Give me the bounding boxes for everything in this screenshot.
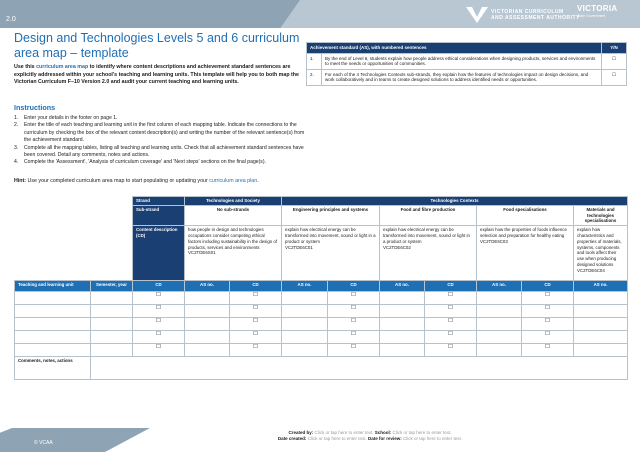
as-number-cell[interactable] — [282, 305, 328, 318]
instruction-item — [14, 159, 306, 166]
school-field[interactable]: Click or tap here to enter text. — [392, 430, 452, 435]
date-review-field[interactable]: Click or tap here to enter text. — [403, 436, 463, 442]
curriculum-area-map-link[interactable]: curriculum area map — [36, 64, 89, 70]
instruction-number: 2. — [14, 122, 19, 129]
version-label: 2.0 — [6, 16, 16, 23]
cd-checkbox[interactable]: ☐ — [522, 331, 574, 344]
victoria-logo — [577, 5, 617, 18]
as-number-cell[interactable] — [185, 331, 230, 344]
cd-text: explain how characteristics and properties of materials, systems, components and tools affect their use when producing designed solutions — [577, 227, 622, 267]
created-by-label: Created by: — [288, 430, 314, 435]
as-number-cell[interactable] — [380, 305, 425, 318]
instruction-number: 3. — [14, 144, 19, 151]
table-row — [15, 331, 628, 344]
page-title: Design and Technologies Levels 5 and 6 curriculum area map – template — [14, 31, 300, 60]
school-label: School: — [374, 430, 392, 435]
as-number-cell[interactable] — [282, 344, 328, 357]
cd-checkbox[interactable]: ☐ — [425, 305, 477, 318]
as-number-cell[interactable] — [574, 292, 628, 305]
vcaa-logo-line-2: AND ASSESSMENT AUTHORITY — [491, 15, 580, 21]
achievement-row — [307, 69, 627, 85]
hint-pre: Use your completed curriculum area map to start populating or updating your — [26, 178, 210, 184]
date-created-label: Date created: — [277, 436, 307, 442]
table-row — [15, 344, 628, 357]
col-as: AS no. — [380, 281, 425, 292]
cd-cell — [282, 226, 380, 281]
as-number-cell[interactable] — [380, 344, 425, 357]
cd-checkbox[interactable]: ☐ — [328, 331, 380, 344]
instruction-text: Enter your details in the footer on page 1. — [24, 115, 118, 121]
cd-checkbox[interactable]: ☐ — [522, 292, 574, 305]
as-number-cell[interactable] — [477, 292, 522, 305]
col-as: AS no. — [185, 281, 230, 292]
strand-technologies-contexts: Technologies Contexts — [282, 197, 628, 206]
as-number-cell[interactable] — [574, 318, 628, 331]
col-cd: CD — [230, 281, 282, 292]
cd-label: Content description (CD) — [133, 226, 185, 281]
cd-code: VC2TDE6C01 — [285, 244, 313, 250]
semester-cell[interactable] — [91, 305, 133, 318]
cd-cell — [185, 226, 282, 281]
vcaa-logo-line-1: VICTORIAN CURRICULUM — [491, 9, 564, 15]
as-number-cell[interactable] — [380, 331, 425, 344]
curriculum-mapping-table — [14, 196, 628, 380]
table-corner — [15, 205, 133, 225]
as-number-cell[interactable] — [574, 331, 628, 344]
cd-checkbox[interactable]: ☐ — [230, 292, 282, 305]
as-number-cell[interactable] — [185, 305, 230, 318]
unit-cell[interactable] — [15, 331, 91, 344]
substrand-engineering: Engineering principles and systems — [282, 205, 380, 225]
instruction-item — [14, 122, 306, 144]
cd-checkbox[interactable]: ☐ — [522, 318, 574, 331]
footer-details — [220, 430, 520, 442]
hint-post: . — [257, 178, 259, 184]
cd-checkbox[interactable]: ☐ — [133, 318, 185, 331]
intro-paragraph — [14, 64, 304, 87]
cd-code: VC2TDE6C04 — [577, 267, 605, 273]
vcaa-logo — [466, 6, 580, 24]
table-corner — [15, 197, 133, 206]
substrand-food-specialisations: Food specialisations — [477, 205, 574, 225]
as-number-cell[interactable] — [477, 344, 522, 357]
cd-checkbox[interactable]: ☐ — [522, 344, 574, 357]
instructions-heading: Instructions — [14, 103, 56, 112]
cd-checkbox[interactable]: ☐ — [230, 344, 282, 357]
instruction-text: Enter the title of each teaching and learning unit in the first column of each mapping table. Indicate the connections to the curriculum by checking the box of the relevant content description(s) and writing the number of the relevant sentence(s) from the achievement standard. — [24, 122, 305, 144]
semester-cell[interactable] — [91, 344, 133, 357]
cd-code: VC2TDE6S01 — [188, 250, 216, 256]
cd-cell — [380, 226, 477, 281]
achievement-row — [307, 53, 627, 69]
instruction-number: 1. — [14, 115, 19, 121]
instruction-text: Complete the 'Assessment', 'Analysis of curriculum coverage' and 'Next steps' sections on the final page(s). — [24, 159, 266, 166]
achievement-checkbox[interactable]: ☐ — [602, 69, 627, 85]
semester-cell[interactable] — [91, 318, 133, 331]
victoria-logo-text: VICTORIA — [577, 4, 618, 13]
cd-checkbox[interactable]: ☐ — [230, 318, 282, 331]
substrand-none: No sub-strands — [185, 205, 282, 225]
col-cd: CD — [425, 281, 477, 292]
as-number-cell[interactable] — [380, 318, 425, 331]
achievement-number: 2. — [307, 69, 322, 85]
cd-checkbox[interactable]: ☐ — [230, 305, 282, 318]
copyright: © VCAA — [34, 440, 53, 446]
strand-label: Strand — [133, 197, 185, 206]
cd-checkbox[interactable]: ☐ — [328, 344, 380, 357]
instruction-text: Complete all the mapping tables, listing all teaching and learning units. Check that all achievement standard sentences have been covered. Detail any comments, notes and actions. — [24, 144, 304, 159]
achievement-text: By the end of Level 6, students explain how people address ethical considerations when designing products, services and environments to meet the needs or opportunities of communities. — [322, 53, 602, 69]
unit-cell[interactable] — [15, 292, 91, 305]
substrand-materials: Materials and technologies specialisations — [574, 205, 628, 225]
instruction-item — [14, 115, 306, 122]
footer-accent-shape — [0, 428, 150, 452]
cd-checkbox[interactable]: ☐ — [133, 305, 185, 318]
cd-checkbox[interactable]: ☐ — [425, 292, 477, 305]
hint-label: Hint: — [14, 178, 27, 184]
col-unit: Teaching and learning unit — [15, 281, 91, 292]
table-corner — [15, 226, 133, 281]
intro-post: to identify where content descriptions and achievement standard sentences are explicitly addressed within your school's teaching and learning units. This template will help you to both map the Victorian Curriculum F–10 Version 2.0 and audit your current teaching and learning units. — [14, 64, 299, 86]
as-number-cell[interactable] — [282, 331, 328, 344]
table-row — [15, 292, 628, 305]
col-cd: CD — [522, 281, 574, 292]
col-as: AS no. — [282, 281, 328, 292]
vcaa-logo-icon — [466, 7, 488, 23]
achievement-number: 1. — [307, 53, 322, 69]
semester-cell[interactable] — [91, 331, 133, 344]
cd-checkbox[interactable]: ☐ — [328, 292, 380, 305]
as-number-cell[interactable] — [380, 292, 425, 305]
as-number-cell[interactable] — [477, 318, 522, 331]
as-number-cell[interactable] — [282, 292, 328, 305]
comments-label: Comments, notes, actions — [15, 357, 91, 380]
unit-cell[interactable] — [15, 318, 91, 331]
cd-text: explain how electrical energy can be transformed into movement, sound or light in a product or system — [285, 227, 376, 244]
as-number-cell[interactable] — [282, 318, 328, 331]
col-as: AS no. — [477, 281, 522, 292]
comments-row — [15, 357, 628, 380]
achievement-checkbox[interactable]: ☐ — [602, 53, 627, 69]
cd-cell — [477, 226, 574, 281]
as-number-cell[interactable] — [574, 305, 628, 318]
cd-checkbox[interactable]: ☐ — [328, 305, 380, 318]
header-banner — [0, 0, 640, 28]
table-row — [15, 305, 628, 318]
cd-cell — [574, 226, 628, 281]
victoria-logo-sub: State Government — [577, 14, 606, 18]
cd-checkbox[interactable]: ☐ — [328, 318, 380, 331]
cd-checkbox[interactable]: ☐ — [522, 305, 574, 318]
hint-line — [14, 178, 259, 185]
as-number-cell[interactable] — [185, 318, 230, 331]
col-cd: CD — [133, 281, 185, 292]
col-cd: CD — [328, 281, 380, 292]
col-as: AS no. — [574, 281, 628, 292]
substrand-label: Sub-strand — [133, 205, 185, 225]
date-created-field[interactable]: Click or tap here to enter text. — [307, 436, 367, 442]
achievement-header: Achievement standard (AS), with numbered sentences — [307, 43, 602, 54]
semester-cell[interactable] — [91, 292, 133, 305]
cd-checkbox[interactable]: ☐ — [230, 331, 282, 344]
yn-header: Y/N — [602, 43, 627, 54]
unit-cell[interactable] — [15, 305, 91, 318]
cd-checkbox[interactable]: ☐ — [133, 292, 185, 305]
curriculum-area-plan-link[interactable]: curriculum area plan — [209, 178, 258, 184]
instructions-list — [14, 115, 306, 167]
instruction-number: 4. — [14, 159, 19, 166]
strand-technologies-and-society: Technologies and Society — [185, 197, 282, 206]
date-review-label: Date for review: — [368, 436, 402, 442]
as-number-cell[interactable] — [574, 344, 628, 357]
as-number-cell[interactable] — [185, 344, 230, 357]
instruction-item — [14, 145, 306, 160]
cd-code: VC2TDE6C02 — [383, 244, 411, 250]
cd-checkbox[interactable]: ☐ — [425, 318, 477, 331]
comments-field[interactable] — [91, 357, 628, 380]
cd-text: explain how electrical energy can be transformed into movement, sound or light in a product or system — [383, 227, 470, 244]
cd-text: how people in design and technologies occupations consider competing ethical factors including sustainability in the design of products, services and environments — [188, 227, 278, 250]
cd-checkbox[interactable]: ☐ — [133, 344, 185, 357]
created-by-field[interactable]: Click or tap here to enter text. — [314, 430, 374, 435]
cd-text: explain how the properties of foods influence selection and preparation for healthy eating — [480, 227, 567, 238]
cd-code: VC2TDE6C03 — [480, 238, 508, 244]
achievement-standard-table — [306, 42, 627, 86]
cd-checkbox[interactable]: ☐ — [425, 344, 477, 357]
achievement-text: For each of the 4 Technologies Contexts sub-strands, they explain how the features of technologies impact on design decisions, and work collaboratively and in teams to create designed solutions to address identified needs or opportunities. — [322, 69, 602, 85]
cd-checkbox[interactable]: ☐ — [133, 331, 185, 344]
as-number-cell[interactable] — [477, 331, 522, 344]
substrand-food-fibre: Food and fibre production — [380, 205, 477, 225]
table-row — [15, 318, 628, 331]
as-number-cell[interactable] — [477, 305, 522, 318]
intro-pre: Use this — [14, 64, 37, 70]
col-semester: Semester, year — [91, 281, 133, 292]
as-number-cell[interactable] — [185, 292, 230, 305]
cd-checkbox[interactable]: ☐ — [425, 331, 477, 344]
unit-cell[interactable] — [15, 344, 91, 357]
